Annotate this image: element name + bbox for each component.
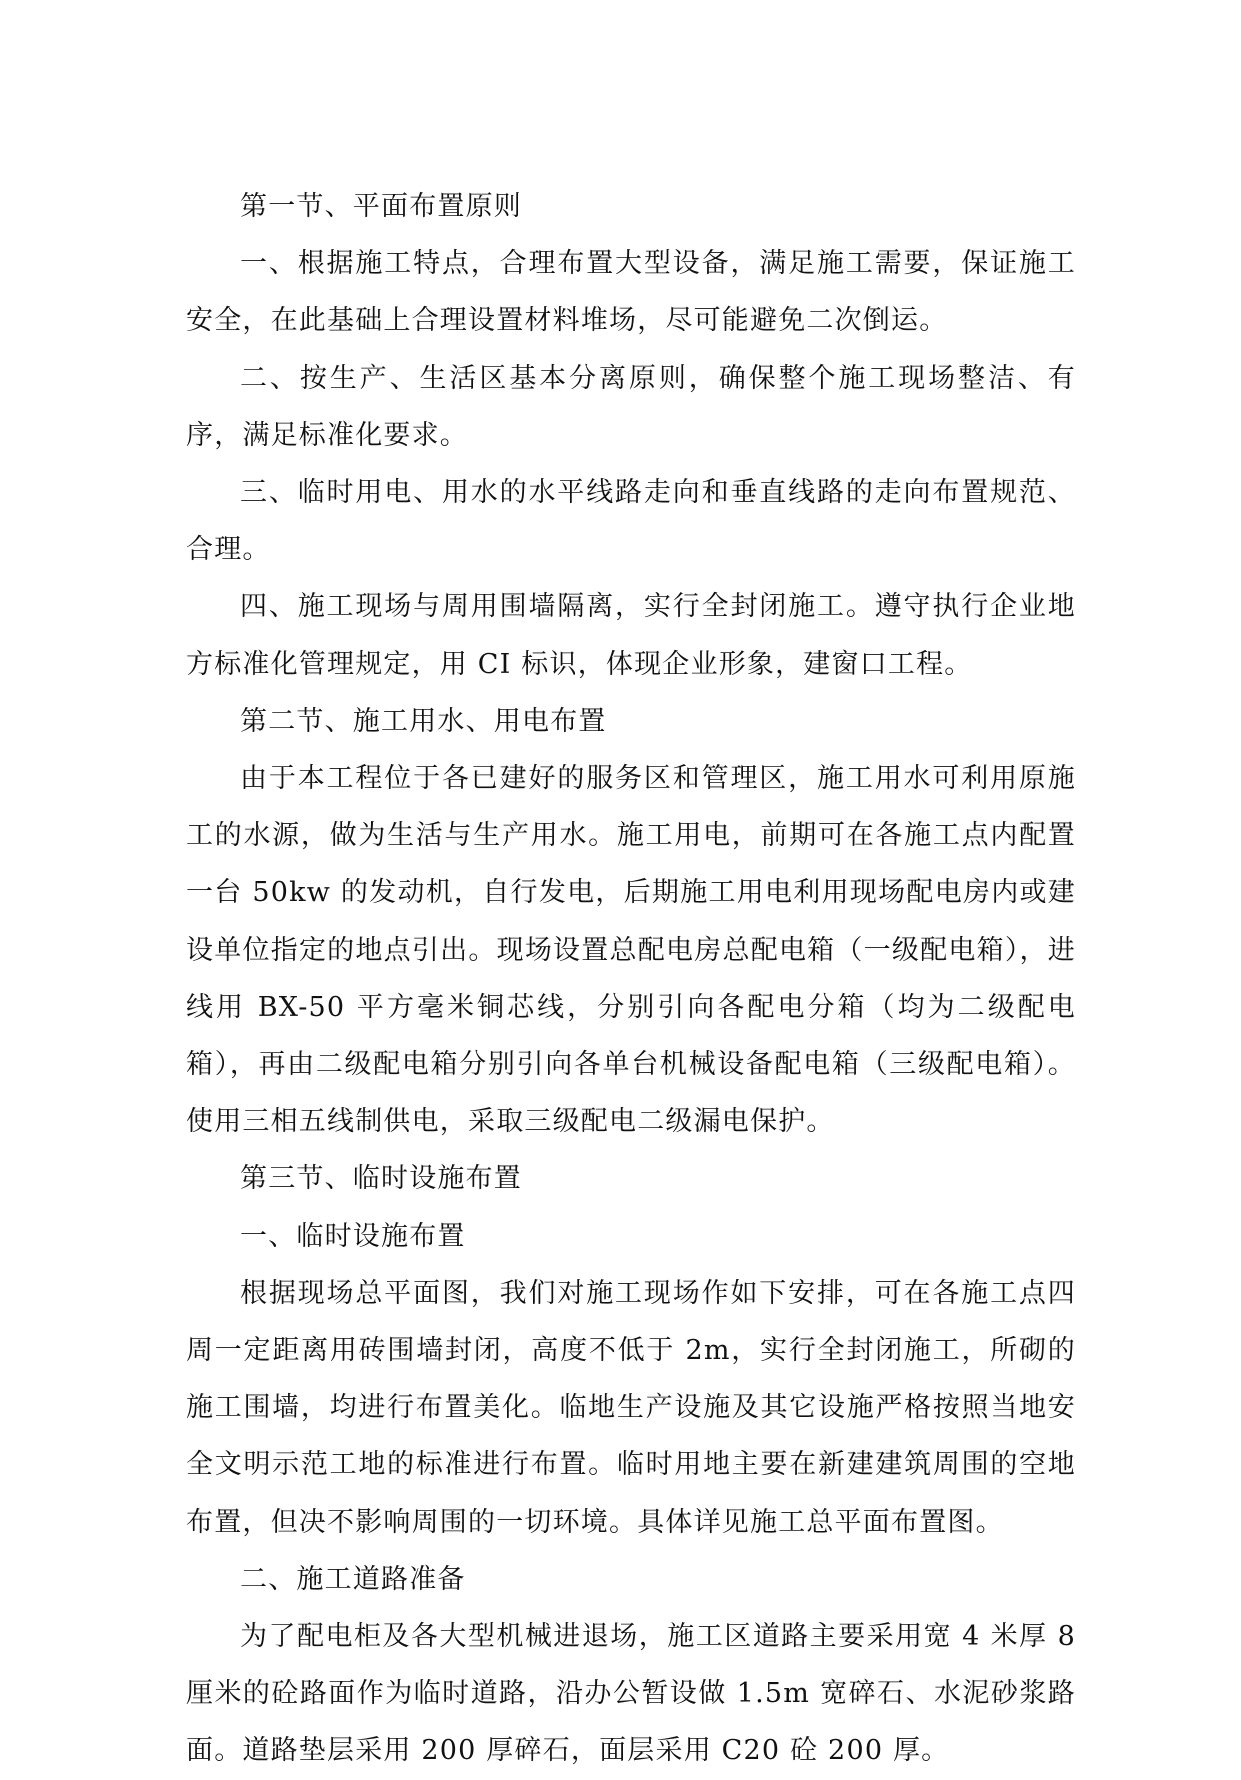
paragraph: 由于本工程位于各已建好的服务区和管理区，施工用水可利用原施工的水源，做为生活与生产用水。施工用电，前期可在各施工点内配置一台 50kw 的发动机，自行发电，后期施工用电利用现场配电房内或建设单位指定的地点引出。现场设置总配电房总配电箱（一级配电箱），进线用 BX-50 平方毫米铜芯线，分别引向各配电分箱（均为二级配电箱），再由二级配电箱分别引向各单台机械设备配电箱（三级配电箱）。使用三相五线制供电，采取三级配电二级漏电保护。 — [186, 763, 1076, 1138]
paragraph: 三、临时用电、用水的水平线路走向和垂直线路的走向布置规范、合理。 — [186, 477, 1076, 566]
subsection-heading: 二、施工道路准备 — [240, 1563, 466, 1595]
paragraph: 二、按生产、生活区基本分离原则，确保整个施工现场整洁、有序，满足标准化要求。 — [186, 362, 1076, 451]
section-2-heading: 第二节、施工用水、用电布置 — [240, 705, 607, 737]
document-body — [186, 178, 1076, 1780]
section-3-heading: 第三节、临时设施布置 — [240, 1163, 522, 1195]
paragraph: 一、根据施工特点，合理布置大型设备，满足施工需要，保证施工安全，在此基础上合理设置材料堆场，尽可能避免二次倒运。 — [186, 248, 1076, 337]
paragraph: 四、施工现场与周用围墙隔离，实行全封闭施工。遵守执行企业地方标准化管理规定，用 CI 标识，体现企业形象，建窗口工程。 — [186, 591, 1076, 680]
subsection-heading: 一、临时设施布置 — [240, 1220, 466, 1252]
section-1-heading: 第一节、平面布置原则 — [240, 191, 522, 222]
paragraph: 为了配电柜及各大型机械进退场，施工区道路主要采用宽 4 米厚 8 厘米的砼路面作为临时道路，沿办公暂设做 1.5m 宽碎石、水泥砂浆路面。道路垫层采用 200 厚碎石，面层采用 C20 砼 200 厚。 — [186, 1621, 1076, 1767]
paragraph: 根据现场总平面图，我们对施工现场作如下安排，可在各施工点四周一定距离用砖围墙封闭，高度不低于 2m，实行全封闭施工，所砌的施工围墙，均进行布置美化。临地生产设施及其它设施严格按照当地安全文明示范工地的标准进行布置。临时用地主要在新建建筑周围的空地布置，但决不影响周围的一切环境。具体详见施工总平面布置图。 — [186, 1277, 1076, 1538]
